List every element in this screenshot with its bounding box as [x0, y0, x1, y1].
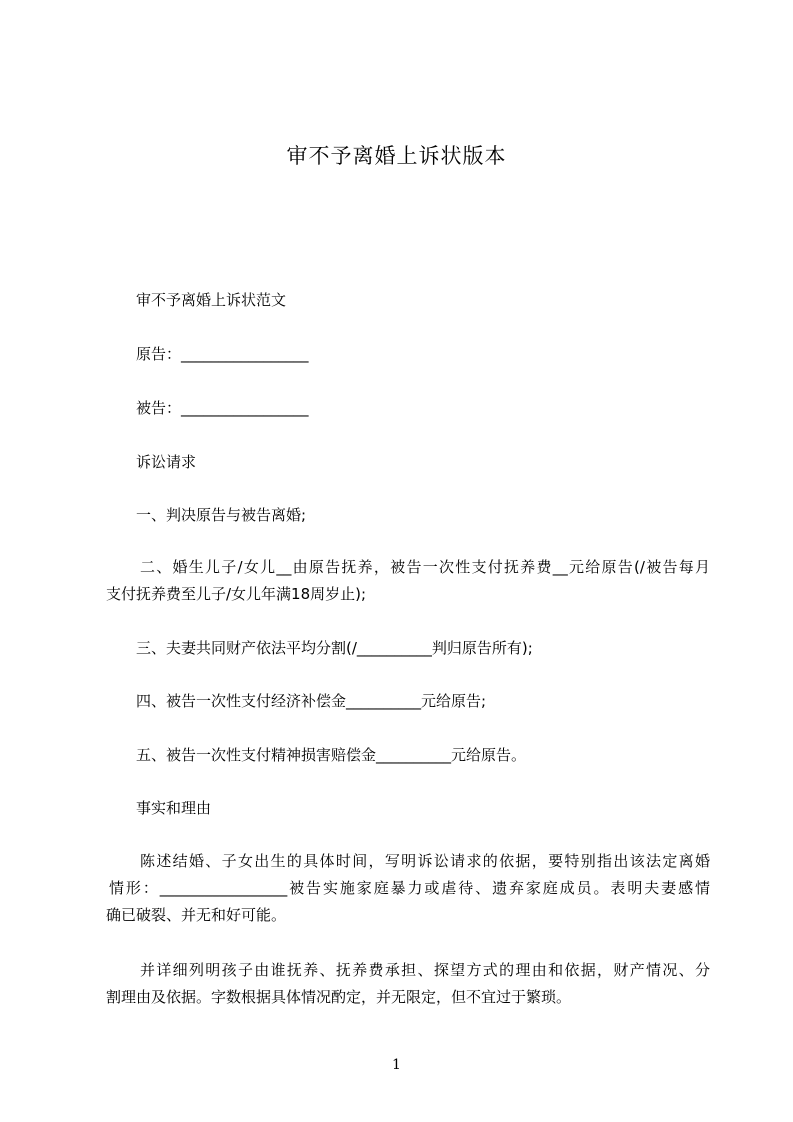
plaintiff-line: 原告：_________________ — [136, 345, 309, 363]
facts-heading: 事实和理由 — [136, 799, 212, 817]
claim-2-line-2: 支付抚养费至儿子/女儿年满18周岁止); — [106, 585, 367, 603]
facts-line-2: 情形：_________________被告实施家庭暴力或虐待、遗弃家庭成员。表明夫妻感情 — [109, 879, 710, 897]
facts-line-3: 确已破裂、并无和好可能。 — [106, 906, 287, 924]
claim-5: 五、被告一次性支付精神损害赔偿金__________元给原告。 — [136, 746, 527, 764]
subtitle-paragraph: 审不予离婚上诉状范文 — [136, 291, 287, 309]
details-line-1: 并详细列明孩子由谁抚养、抚养费承担、探望方式的理由和依据，财产情况、分 — [140, 961, 710, 979]
document-title: 审不予离婚上诉状版本 — [286, 144, 507, 168]
claim-3: 三、夫妻共同财产依法平均分割(/__________判归原告所有); — [136, 639, 533, 657]
defendant-line: 被告：_________________ — [136, 399, 309, 417]
claim-1: 一、判决原告与被告离婚; — [136, 506, 307, 524]
claim-2-line-1: 二、婚生儿子/女儿__由原告抚养，被告一次性支付抚养费__元给原告(/被告每月 — [140, 558, 710, 576]
details-line-2: 割理由及依据。字数根据具体情况酌定，并无限定，但不宜过于繁琐。 — [106, 988, 572, 1006]
claims-heading: 诉讼请求 — [136, 453, 197, 471]
claim-4: 四、被告一次性支付经济补偿金__________元给原告; — [136, 692, 487, 710]
page-number: 1 — [392, 1057, 401, 1073]
facts-line-1: 陈述结婚、子女出生的具体时间，写明诉讼请求的依据，要特别指出该法定离婚 — [140, 852, 710, 870]
